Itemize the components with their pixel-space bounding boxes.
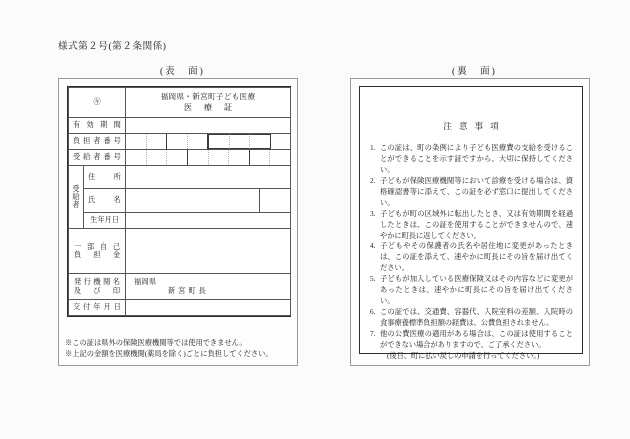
issuer-label	[69, 274, 126, 300]
footnote-1: ※この証は県外の保険医療機関等では使用できません。	[65, 338, 247, 347]
issuer-label-line2: 及び印	[74, 286, 121, 295]
table-row-address	[69, 166, 291, 189]
number-cell[interactable]	[270, 150, 290, 165]
notice-item-number: 4.	[370, 241, 376, 251]
number-cell[interactable]	[271, 134, 291, 149]
address-value[interactable]	[126, 166, 291, 189]
caption-front-side: (表 面)	[160, 67, 205, 77]
payer-number-value[interactable]	[126, 134, 291, 150]
address-label: 住所	[84, 166, 126, 189]
list-item	[370, 241, 573, 274]
certificate-title-line2: 医療証	[184, 102, 245, 112]
number-cell[interactable]	[188, 150, 209, 165]
number-cell[interactable]	[167, 150, 188, 165]
name-value[interactable]	[126, 189, 260, 213]
footnote-2: ※上記の金額を医療機関(薬局を除く)ごとに負担してください。	[65, 348, 273, 358]
notice-list	[367, 143, 575, 362]
certificate-header-row	[69, 88, 291, 118]
notice-item-number: 2.	[370, 175, 376, 185]
table-row-issuer	[69, 274, 291, 300]
recipient-group-char-3: 者	[72, 201, 80, 210]
notice-title: 注意事項	[443, 121, 506, 131]
payer-number-boxes	[126, 134, 290, 149]
recipient-number-label: 受給者番号	[69, 150, 126, 166]
table-row-payer-number	[69, 134, 291, 150]
name-extra-cell[interactable]	[260, 189, 291, 213]
number-cell[interactable]	[188, 134, 209, 149]
number-cell[interactable]	[167, 134, 188, 149]
table-row-copay	[69, 229, 291, 274]
notice-item-text: この証は、町の条例により子ども医療費の支給を受けることができることを示す証ですから、大切に保持してください。	[380, 143, 573, 174]
recipient-group-char-1: 受	[72, 184, 80, 193]
notice-item-text: 子どもやその保護者の氏名や居住地に変更があったときは、この証を添えて、速やかに町長にその旨を届け出てください。	[380, 241, 573, 273]
recipient-number-value[interactable]	[126, 150, 291, 166]
number-cell[interactable]	[126, 150, 147, 165]
list-item	[370, 307, 573, 329]
front-side-panel	[58, 78, 298, 366]
table-row-name	[69, 189, 291, 213]
issuer-label-line1: 発行機関名	[74, 278, 121, 287]
notice-item-number: 6.	[370, 307, 376, 317]
notice-item-subtext: (後日、町に払い戻しの申請を行ってください。)	[387, 350, 540, 360]
issuer-mayor: 新宮町長	[168, 286, 209, 295]
number-cell[interactable]	[230, 134, 251, 149]
certificate-title	[126, 88, 291, 118]
certificate-footnotes	[65, 338, 295, 359]
number-cell[interactable]	[126, 134, 147, 149]
certificate-title-line1: 福岡県・新宮町子ども医療	[160, 92, 256, 102]
issue-date-value[interactable]	[126, 300, 291, 316]
list-item	[370, 143, 573, 176]
copay-value[interactable]	[126, 229, 291, 274]
copay-label-line1: 一部自己	[74, 242, 121, 251]
table-row-issue-date	[69, 300, 291, 316]
birthdate-value[interactable]	[126, 213, 291, 229]
issuer-value[interactable]	[126, 274, 291, 300]
list-item	[370, 329, 573, 362]
medical-certificate-card	[67, 86, 291, 317]
notice-card	[359, 86, 583, 360]
notice-item-text: 他の公費医療の適用がある場合は、この証は使用することができない場合がありますので、ご了承ください。	[380, 328, 573, 349]
validity-period-label: 有効期間	[69, 118, 126, 134]
number-cell[interactable]	[147, 134, 168, 149]
recipient-number-boxes	[126, 150, 290, 165]
notice-item-number: 3.	[370, 208, 376, 218]
birthdate-label: 生年月日	[84, 213, 126, 229]
recipient-group-char-2: 給	[72, 192, 80, 201]
child-mark-icon: ㋖	[69, 88, 126, 118]
number-cell[interactable]	[250, 134, 271, 149]
notice-item-text: 子どもが町の区域外に転出したとき、又は有効期間を経過したときは、この証を使用することができませんので、速やかに町長に返してください。	[380, 208, 573, 240]
notice-item-number: 5.	[370, 274, 376, 284]
caption-back-side: (裏 面)	[452, 67, 497, 77]
issue-date-label: 交付年月日	[69, 300, 126, 316]
list-item	[370, 274, 573, 307]
back-side-panel	[350, 78, 590, 366]
number-cell[interactable]	[250, 150, 271, 165]
copay-label-line2: 負担金	[74, 251, 121, 259]
issuer-prefecture: 福岡県	[134, 278, 157, 287]
notice-item-text: この証では、交通費、容器代、入院室料の差額、入院時の食事療養標準負担額の経費は、公費負担されません。	[380, 307, 573, 327]
list-item	[370, 209, 573, 242]
number-cell[interactable]	[209, 150, 230, 165]
table-row-validity	[69, 118, 291, 134]
validity-period-value[interactable]	[126, 118, 291, 134]
table-row-recipient-number	[69, 150, 291, 166]
recipient-group-label	[69, 166, 84, 229]
list-item	[370, 176, 573, 209]
certificate-table	[68, 87, 291, 316]
number-cell[interactable]	[208, 134, 230, 149]
form-number-heading: 様式第２号(第２条関係)	[58, 42, 167, 52]
number-cell[interactable]	[229, 150, 250, 165]
notice-item-text: 子どもが加入している医療保険又はその内容などに変更があったときは、速やかに町長にその旨を届け出てください。	[380, 274, 573, 306]
copay-label	[69, 229, 126, 274]
payer-number-label: 負担者番号	[69, 134, 126, 150]
notice-item-number: 7.	[370, 328, 376, 338]
notice-item-number: 1.	[370, 143, 376, 152]
table-row-birthdate	[69, 213, 291, 229]
number-cell[interactable]	[147, 150, 168, 165]
notice-item-text: 子どもが保険医療機関等において診療を受ける場合は、資格確認書等に添えて、この証を必ず窓口に提出してください。	[380, 175, 573, 207]
name-label: 氏名	[84, 189, 126, 213]
